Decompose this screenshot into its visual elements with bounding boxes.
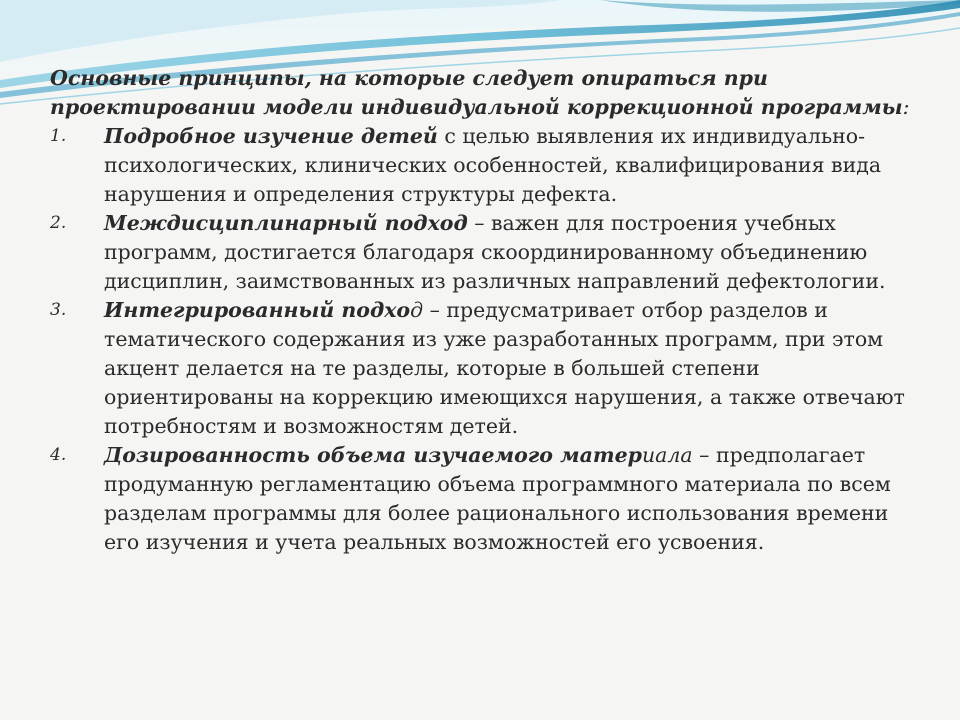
- item-number: 1.: [50, 126, 67, 146]
- principles-list: [50, 122, 930, 557]
- item-body: – предусматривает отбор разделов и тематического содержания из уже разработанных программ, при этом акцент делается на те разделы, которые в большей степени ориентированы на коррекцию имеющихся нарушения, а также отвечают потребностям и возможностям детей.: [104, 298, 905, 438]
- intro-paragraph: [50, 64, 930, 122]
- item-number: 4.: [50, 445, 67, 465]
- list-item: [50, 122, 930, 209]
- item-body: с целью выявления их индивидуально-психологических, клинических особенностей, квалифицирования вида нарушения и определения структуры дефекта.: [104, 124, 882, 206]
- item-term-tail: иала –: [641, 443, 710, 467]
- list-item: [50, 441, 930, 557]
- item-term: Подробное изучение детей: [104, 124, 438, 148]
- list-item: [50, 296, 930, 441]
- list-item: [50, 209, 930, 296]
- slide-body: [50, 64, 930, 557]
- item-number: 3.: [50, 300, 67, 320]
- item-body: – важен для построения учебных программ, достигается благодаря скоординированному объединению дисциплин, заимствованных из различных направлений дефектологии.: [104, 211, 886, 293]
- item-body: предполагает продуманную регламентацию объема программного материала по всем разделам программы для более рационального использования времени его изучения и учета реальных возможностей его усвоения.: [104, 443, 891, 554]
- item-term-tail: д: [410, 298, 424, 322]
- intro-lead: Основные принципы, на которые следует опираться при проектировании модели индивидуальной коррекционной программы: [50, 66, 903, 119]
- item-term: Дозированность объема изучаемого матер: [104, 443, 642, 467]
- item-term: Интегрированный подхо: [104, 298, 411, 322]
- item-term: Междисциплинарный подход: [104, 211, 468, 235]
- intro-colon: :: [902, 95, 910, 119]
- item-number: 2.: [50, 213, 67, 233]
